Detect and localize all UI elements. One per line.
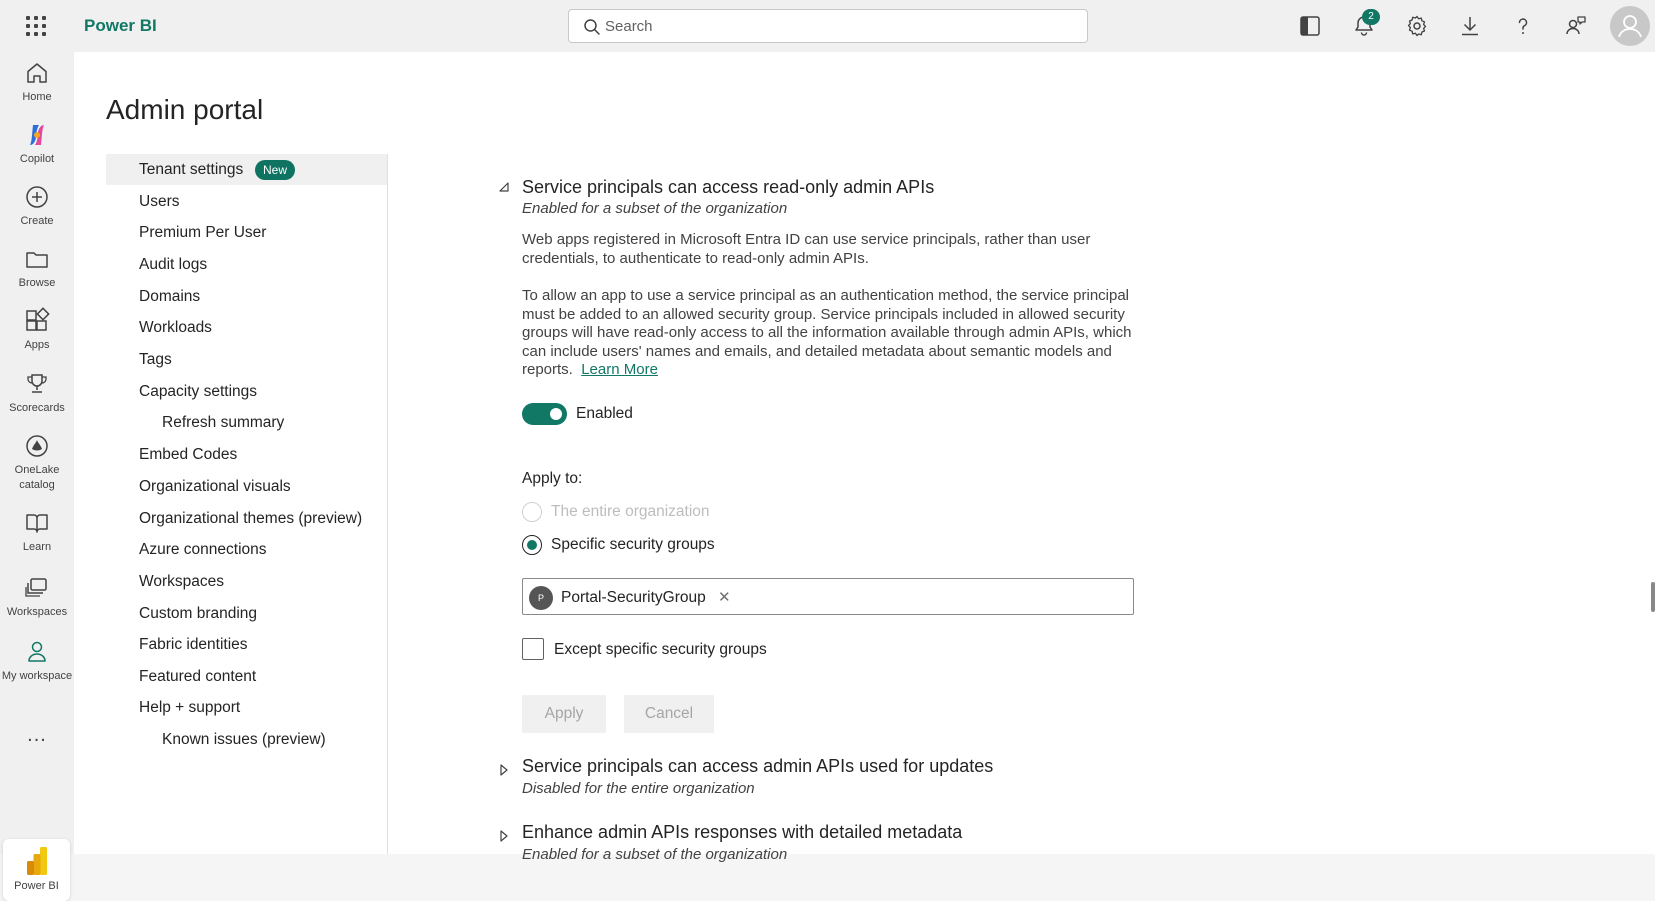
rail-item-scorecards[interactable] [0, 371, 74, 416]
sidenav-item-label: Azure connections [139, 541, 267, 558]
folder-icon [24, 246, 50, 272]
apply-to-label: Apply to: [522, 470, 583, 487]
sidenav-item-fabric-identities[interactable] [106, 629, 388, 660]
sidenav-item-tags[interactable] [106, 344, 388, 375]
sidenav-item-tenant-settings[interactable] [106, 154, 388, 185]
tenant-settings-panel [419, 52, 1319, 863]
sidenav-item-custom-branding[interactable] [106, 598, 388, 629]
sidenav-item-featured-content[interactable] [106, 661, 388, 692]
sidenav-item-label: Domains [139, 288, 201, 305]
account-avatar[interactable] [1610, 6, 1650, 46]
toggle-knob [550, 408, 562, 420]
home-icon [24, 60, 50, 86]
setting-status: Disabled for the entire organization [522, 780, 755, 797]
new-badge: New [255, 160, 295, 180]
enabled-toggle[interactable] [522, 403, 567, 425]
side-pane-icon[interactable] [1298, 14, 1322, 38]
rail-label: Apps [24, 339, 50, 351]
setting-status: Enabled for a subset of the organization [522, 200, 788, 217]
sidenav-item-label: Organizational themes (preview) [139, 510, 363, 527]
learn-more-link[interactable]: Learn More [581, 361, 658, 378]
search-input[interactable] [605, 10, 1075, 42]
rail-label: Create [20, 215, 54, 227]
setting-description: Web apps registered in Microsoft Entra ID can use service principals, rather than user credentials, to authenticate to read-only admin APIs. [522, 231, 1091, 267]
rail-item-browse[interactable] [0, 246, 74, 291]
rail-label: My workspace [1, 670, 73, 682]
nav-rail [0, 52, 74, 892]
setting-description-detail [522, 287, 1142, 380]
add-circle-icon [24, 184, 50, 210]
main-content [74, 52, 1655, 863]
radio-label-specific-security-groups: Specific security groups [551, 536, 715, 553]
notification-count-badge: 2 [1362, 9, 1380, 25]
help-icon[interactable] [1511, 14, 1535, 38]
app-launcher-icon[interactable] [26, 16, 46, 36]
sidenav-item-capacity-settings[interactable] [106, 376, 388, 407]
setting-status: Enabled for a subset of the organization [522, 846, 788, 863]
sidenav-item-label: Fabric identities [139, 636, 248, 653]
radio-specific-security-groups[interactable] [522, 535, 542, 555]
sidenav-item-users[interactable] [106, 186, 388, 217]
more-options-icon[interactable]: ... [27, 724, 47, 746]
sidenav-item-label: Embed Codes [139, 446, 238, 463]
power-bi-logo-icon [24, 845, 50, 877]
trophy-icon [24, 371, 50, 397]
sidenav-item-label: Tenant settings [139, 161, 244, 178]
feedback-icon[interactable] [1564, 14, 1588, 38]
sidenav-item-audit-logs[interactable] [106, 249, 388, 280]
search-box[interactable] [568, 9, 1088, 43]
group-chip-label: Portal-SecurityGroup [561, 589, 706, 606]
sidenav-item-label: Workloads [139, 319, 212, 336]
rail-item-create[interactable] [0, 184, 74, 229]
sidenav-item-label: Known issues (preview) [162, 731, 326, 748]
gear-icon[interactable] [1405, 14, 1429, 38]
rail-item-learn[interactable] [0, 510, 74, 555]
sidenav-item-label: Capacity settings [139, 383, 258, 400]
toggle-label: Enabled [576, 405, 633, 422]
page-title: Admin portal [106, 94, 264, 125]
sidenav-item-known-issues[interactable] [106, 724, 388, 755]
sidenav-item-label: Tags [139, 351, 172, 368]
sidenav-item-label: Workspaces [139, 573, 224, 590]
rail-label: Copilot [19, 153, 55, 165]
sidenav-item-refresh-summary[interactable] [106, 407, 388, 438]
rail-label: Learn [22, 541, 52, 553]
person-icon [1610, 6, 1650, 46]
setting-title[interactable]: Service principals can access read-only admin APIs [522, 177, 935, 197]
expand-chevron-icon[interactable] [498, 764, 510, 776]
rail-label: OneLake catalog [14, 464, 60, 491]
search-icon [583, 18, 601, 36]
sidenav-item-label: Custom branding [139, 605, 258, 622]
admin-side-nav [106, 154, 388, 854]
radio-entire-organization[interactable] [522, 502, 542, 522]
sidenav-item-label: Audit logs [139, 256, 208, 273]
sidenav-item-help-support[interactable] [106, 692, 388, 723]
sidenav-item-label: Help + support [139, 699, 241, 716]
sidenav-item-label: Refresh summary [162, 414, 285, 431]
except-groups-checkbox[interactable] [522, 638, 544, 660]
sidenav-item-label: Organizational visuals [139, 478, 291, 495]
top-bar [0, 0, 1655, 52]
expand-chevron-icon[interactable] [498, 830, 510, 842]
download-icon[interactable] [1458, 14, 1482, 38]
sidenav-item-embed-codes[interactable] [106, 439, 388, 470]
rail-item-apps[interactable] [0, 308, 74, 353]
sidenav-item-workspaces[interactable] [106, 566, 388, 597]
rail-label: Power BI [14, 880, 59, 892]
workspaces-icon [24, 575, 50, 601]
sidenav-item-organizational-visuals[interactable] [106, 471, 388, 502]
remove-chip-icon[interactable]: ✕ [718, 589, 731, 606]
sidenav-item-workloads[interactable] [106, 312, 388, 343]
nav-divider [387, 154, 388, 854]
setting-title[interactable]: Enhance admin APIs responses with detailed metadata [522, 822, 963, 842]
sidenav-item-label: Premium Per User [139, 224, 267, 241]
rail-item-workspaces[interactable] [0, 575, 74, 620]
sidenav-item-label: Users [139, 193, 180, 210]
scrollbar-thumb[interactable] [1651, 582, 1655, 612]
book-icon [24, 510, 50, 536]
rail-item-copilot[interactable] [0, 122, 74, 167]
group-avatar: P [529, 586, 553, 610]
rail-label: Scorecards [9, 402, 65, 414]
rail-label: Home [22, 91, 52, 103]
onelake-icon [24, 433, 50, 459]
apps-icon [24, 308, 50, 334]
security-group-picker[interactable] [522, 578, 1134, 615]
sidenav-item-organizational-themes[interactable] [106, 503, 388, 534]
collapse-chevron-icon[interactable] [498, 181, 510, 193]
rail-item-onelake-catalog[interactable] [0, 433, 74, 493]
setting-title[interactable]: Service principals can access admin APIs used for updates [522, 756, 994, 776]
except-groups-label: Except specific security groups [554, 641, 767, 658]
cancel-button[interactable]: Cancel [624, 695, 714, 733]
rail-item-my-workspace[interactable] [0, 639, 74, 684]
app-name[interactable]: Power BI [84, 16, 157, 35]
apply-button[interactable]: Apply [522, 695, 606, 733]
person-icon [24, 639, 50, 665]
rail-label: Browse [18, 277, 56, 289]
rail-label: Workspaces [6, 606, 68, 618]
sidenav-item-premium-per-user[interactable] [106, 217, 388, 248]
setting-description-text: To allow an app to use a service principal as an authentication method, the service principal must be added to an allowed security group. Service principals included in allowed security groups will have read-only access to all the information available through admin APIs, which can include users' names and emails, and detailed metadata about semantic models and reports. [522, 287, 1132, 378]
rail-item-home[interactable] [0, 60, 74, 105]
sidenav-item-domains[interactable] [106, 281, 388, 312]
power-bi-tile[interactable] [3, 839, 70, 901]
sidenav-item-label: Featured content [139, 668, 257, 685]
copilot-icon [24, 122, 50, 148]
radio-label-entire-organization: The entire organization [551, 503, 710, 520]
sidenav-item-azure-connections[interactable] [106, 534, 388, 565]
